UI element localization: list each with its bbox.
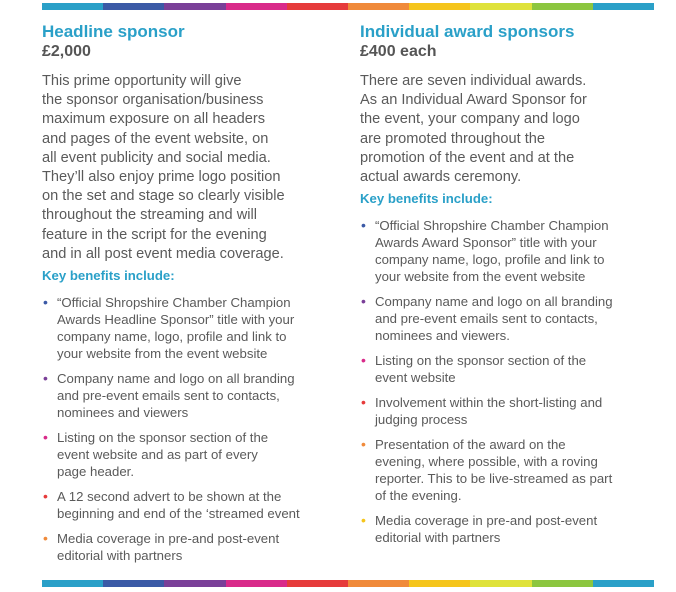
stripe-segment: [226, 580, 287, 587]
description-line: As an Individual Award Sponsor for: [360, 92, 587, 109]
bullet-icon: •: [361, 512, 366, 529]
bullet-icon: •: [361, 436, 366, 453]
benefit-item: [360, 436, 660, 504]
stripe-segment: [287, 3, 348, 10]
benefit-item: [360, 293, 660, 344]
benefit-item: [42, 530, 342, 564]
stripe-segment: [164, 580, 225, 587]
benefit-text-line: evening, where possible, with a roving: [375, 454, 598, 470]
benefit-text-line: A 12 second advert to be shown at the: [57, 489, 282, 505]
benefit-text-line: reporter. This to be live-streamed as part: [375, 471, 613, 487]
benefit-text-line: “Official Shropshire Chamber Champion: [375, 218, 609, 234]
benefit-text-line: company name, logo, profile and link to: [57, 329, 287, 345]
benefit-text-line: “Official Shropshire Chamber Champion: [57, 295, 291, 311]
description-line: They’ll also enjoy prime logo position: [42, 169, 281, 186]
headline-benefits-list: [42, 294, 342, 564]
stripe-segment: [287, 580, 348, 587]
benefit-text-line: nominees and viewers.: [375, 328, 510, 344]
headline-sponsor-price: £2,000: [42, 43, 91, 60]
stripe-segment: [409, 3, 470, 10]
bullet-icon: •: [361, 217, 366, 234]
description-line: the sponsor organisation/business: [42, 92, 264, 109]
benefit-text-line: Awards Award Sponsor” title with your: [375, 235, 597, 251]
stripe-segment: [103, 3, 164, 10]
benefit-text-line: nominees and viewers: [57, 405, 189, 421]
description-line: all event publicity and social media.: [42, 149, 271, 166]
bullet-icon: •: [43, 530, 48, 547]
description-line: actual awards ceremony.: [360, 169, 522, 186]
benefit-item: [42, 429, 342, 480]
stripe-segment: [409, 580, 470, 587]
bullet-icon: •: [361, 293, 366, 310]
benefit-text-line: your website from the event website: [57, 346, 268, 362]
benefit-text-line: and pre-event emails sent to contacts,: [375, 311, 598, 327]
benefit-item: [42, 370, 342, 421]
benefit-text-line: Listing on the sponsor section of the: [57, 430, 269, 446]
stripe-segment: [593, 3, 654, 10]
benefit-item: [360, 217, 660, 285]
benefit-text-line: event website and as part of every: [57, 447, 258, 463]
stripe-segment: [42, 3, 103, 10]
award-sponsors-title: Individual award sponsors: [360, 22, 575, 41]
benefit-text-line: Company name and logo on all branding: [57, 371, 295, 387]
bullet-icon: •: [43, 294, 48, 311]
bullet-icon: •: [361, 394, 366, 411]
headline-sponsor-title: Headline sponsor: [42, 22, 185, 41]
benefit-text-line: and pre-event emails sent to contacts,: [57, 388, 280, 404]
benefit-text-line: Company name and logo on all branding: [375, 294, 613, 310]
benefit-text-line: Involvement within the short-listing and: [375, 395, 603, 411]
stripe-segment: [42, 580, 103, 587]
benefit-text-line: Listing on the sponsor section of the: [375, 353, 587, 369]
description-line: This prime opportunity will give: [42, 73, 242, 89]
benefit-text-line: company name, logo, profile and link to: [375, 252, 605, 268]
description-line: and pages of the event website, on: [42, 130, 269, 147]
bullet-icon: •: [43, 370, 48, 387]
benefit-text-line: editorial with partners: [375, 530, 501, 546]
benefit-text-line: editorial with partners: [57, 548, 183, 564]
description-line: maximum exposure on all headers: [42, 111, 266, 128]
stripe-segment: [532, 3, 593, 10]
key-benefits-heading: Key benefits include:: [42, 268, 175, 284]
stripe-segment: [593, 580, 654, 587]
description-line: throughout the streaming and will: [42, 207, 257, 224]
description-line: are promoted throughout the: [360, 130, 545, 147]
benefit-text-line: Awards Headline Sponsor” title with your: [57, 312, 295, 328]
benefit-item: [360, 352, 660, 386]
bullet-icon: •: [361, 352, 366, 369]
headline-sponsor-description: [42, 72, 342, 264]
description-line: There are seven individual awards.: [360, 73, 587, 89]
benefit-text-line: Media coverage in pre-and post-event: [375, 513, 598, 529]
key-benefits-heading: Key benefits include:: [360, 191, 493, 207]
award-sponsors-column: [360, 22, 660, 554]
stripe-segment: [532, 580, 593, 587]
stripe-segment: [164, 3, 225, 10]
benefit-text-line: Media coverage in pre-and post-event: [57, 531, 280, 547]
stripe-segment: [348, 3, 409, 10]
benefit-item: [360, 394, 660, 428]
benefit-text-line: of the evening.: [375, 488, 462, 504]
stripe-segment: [470, 3, 531, 10]
stripe-segment: [226, 3, 287, 10]
description-line: feature in the script for the evening: [42, 226, 267, 243]
top-color-stripe: [42, 3, 654, 10]
description-line: promotion of the event and at the: [360, 149, 575, 166]
headline-sponsor-column: [42, 22, 342, 572]
benefit-text-line: event website: [375, 370, 456, 386]
benefit-text-line: Presentation of the award on the: [375, 437, 566, 453]
stripe-segment: [348, 580, 409, 587]
benefit-text-line: page header.: [57, 464, 134, 480]
benefit-item: [42, 488, 342, 522]
description-line: and in all post event media coverage.: [42, 245, 284, 262]
bullet-icon: •: [43, 429, 48, 446]
bullet-icon: •: [43, 488, 48, 505]
award-benefits-list: [360, 217, 660, 546]
benefit-item: [360, 512, 660, 546]
benefit-item: [42, 294, 342, 362]
benefit-text-line: beginning and end of the ‘streamed event: [57, 506, 300, 522]
award-sponsors-price: £400 each: [360, 43, 437, 60]
description-line: the event, your company and logo: [360, 111, 580, 128]
benefit-text-line: judging process: [375, 412, 468, 428]
description-line: on the set and stage so clearly visible: [42, 188, 285, 205]
bottom-color-stripe: [42, 580, 654, 587]
award-sponsors-description: [360, 72, 660, 187]
benefit-text-line: your website from the event website: [375, 269, 586, 285]
stripe-segment: [470, 580, 531, 587]
stripe-segment: [103, 580, 164, 587]
